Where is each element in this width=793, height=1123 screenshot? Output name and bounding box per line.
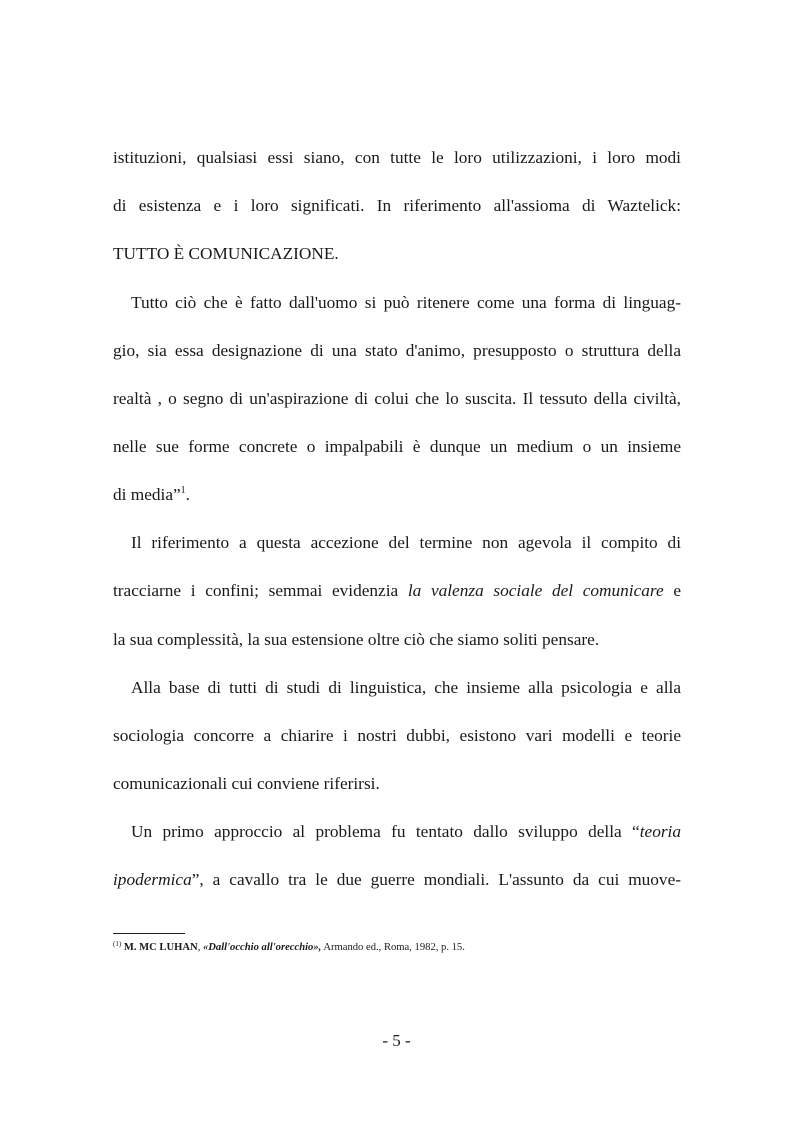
text-run: e [663, 581, 682, 600]
text-line [113, 869, 681, 891]
italic-run: teoria [639, 822, 681, 841]
text-line: gio, sia essa designazione di una stato d'animo, presupposto o struttura della [113, 341, 681, 360]
text-line: comunicazionali cui conviene riferirsi. [113, 774, 380, 793]
text-line: TUTTO È COMUNICAZIONE. [113, 244, 339, 263]
text-line: Il riferimento a questa accezione del termine non agevola il compito di [131, 533, 681, 552]
text-run: ”, a cavallo tra le due guerre mondiali. L'assunto da cui muove- [191, 870, 681, 889]
text-run: tracciarne i confini; semmai evidenzia [113, 581, 408, 600]
text-line: di esistenza e i loro significati. In riferimento all'assioma di Waztelick: [113, 196, 681, 215]
text-run: Un primo approccio al problema fu tentato dallo sviluppo della “ [131, 822, 640, 841]
text-line: realtà , o segno di un'aspirazione di colui che lo suscita. Il tessuto della civiltà, [113, 389, 681, 408]
text-run: . [185, 485, 190, 504]
text-line: Tutto ciò che è fatto dall'uomo si può ritenere come una forma di linguag- [131, 293, 681, 312]
footnote [113, 941, 465, 955]
text-line: sociologia concorre a chiarire i nostri dubbi, esistono vari modelli e teorie [113, 726, 681, 745]
footnote-citation: Armando ed., Roma, 1982, p. 15. [321, 942, 465, 953]
text-line: Alla base di tutti di studi di linguistica, che insieme alla psicologia e alla [131, 678, 681, 697]
text-line [113, 580, 681, 602]
footnote-title: «Dall'occhio all'orecchio», [202, 942, 322, 953]
footnote-author: M. MC LUHAN [123, 942, 198, 953]
text-line: nelle sue forme concrete o impalpabili è dunque un medium o un insieme [113, 437, 681, 456]
footnote-separator: , [197, 942, 203, 953]
italic-run: ipodermica [113, 870, 192, 889]
text-line [113, 484, 681, 506]
footnote-marker: (1) [113, 940, 122, 948]
text-run: di media” [113, 485, 181, 504]
text-line [131, 821, 681, 843]
text-line: la sua complessità, la sua estensione oltre ciò che siamo soliti pensare. [113, 630, 600, 649]
page-number: - 5 - [382, 1031, 411, 1050]
text-line: istituzioni, qualsiasi essi siano, con tutte le loro utilizzazioni, i loro modi [113, 148, 681, 167]
footnote-reference: 1 [180, 485, 186, 496]
footnote-divider [113, 933, 185, 934]
italic-run: la valenza sociale del comunicare [407, 581, 664, 600]
